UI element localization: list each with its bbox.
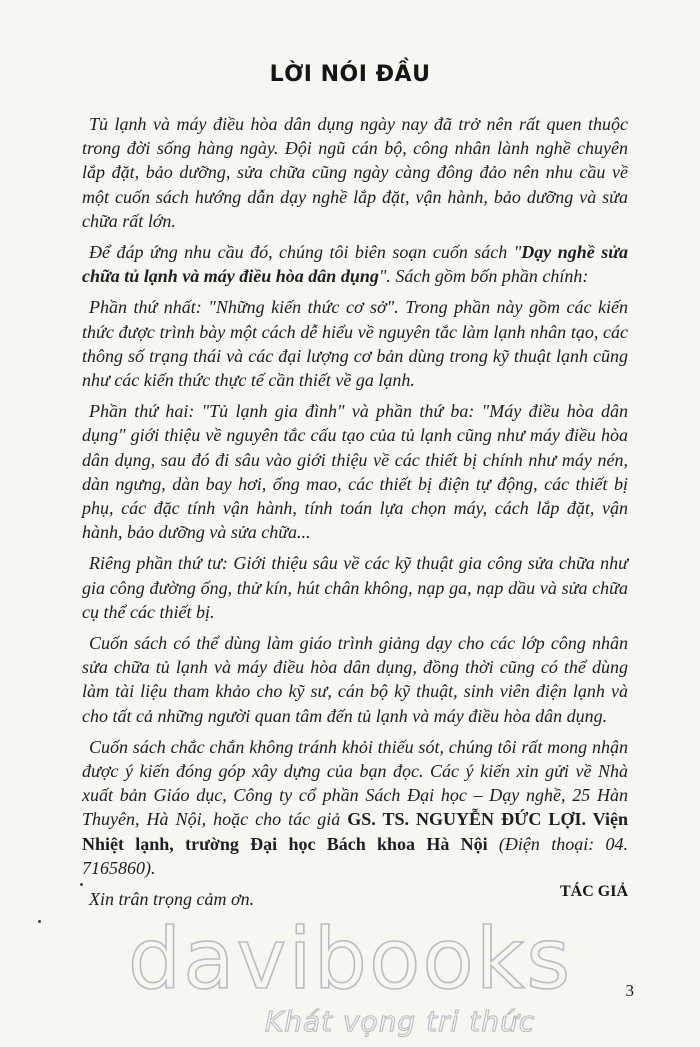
page-title: LỜI NÓI ĐẦU [269, 62, 431, 87]
watermark-tagline: Khát vọng tri thức [264, 1005, 536, 1038]
paragraph-7-lead: Cuốn sách chắc chắn không tránh khỏi thiếu sót, chúng tôi rất mong nhận được ý kiến đóng góp xây dựng của bạn đọc. Các ý kiến xin gửi về Nhà xuất bản Giáo dục, Công ty cổ phần Sách Đại học – Dạy nghề, 25 Hàn Thuyên, Hà Nội, hoặc cho tác giả [82, 736, 628, 830]
paragraph-2 [82, 240, 628, 288]
speck-mark [80, 883, 83, 886]
book-title: Dạy nghề sửa chữa tủ lạnh và máy điều hòa dân dụng [82, 242, 628, 287]
preface-body [82, 112, 628, 918]
paragraph-5: Riêng phần thứ tư: Giới thiệu sâu về các kỹ thuật gia công sửa chữa như gia công đường ống, thử kín, hút chân không, nạp ga, nạp dầu và sửa chữa cụ thể các thiết bị. [82, 553, 628, 622]
author-phone: (Điện thoại: 04. 7165860). [82, 833, 628, 878]
watermark-brand: davibooks [127, 910, 573, 1008]
paragraph-7 [82, 735, 628, 880]
paragraph-2-tail: ". Sách gồm bốn phần chính: [378, 266, 589, 287]
page-number: 3 [625, 981, 634, 1000]
paragraph-2-lead: Để đáp ứng nhu cầu đó, chúng tôi biên soạn cuốn sách " [89, 242, 522, 263]
signature: TÁC GIẢ [559, 883, 628, 900]
paragraph-1: Tủ lạnh và máy điều hòa dân dụng ngày nay đã trở nên rất quen thuộc trong đời sống hàng ngày. Đội ngũ cán bộ, công nhân lành nghề chuyên lắp đặt, bảo dưỡng, sửa chữa cũng ngày càng đông đảo nên nhu cầu về một cuốn sách hướng dẫn dạy nghề lắp đặt, vận hành, bảo dưỡng và sửa chữa rất lớn. [82, 114, 628, 231]
paragraph-4: Phần thứ hai: "Tủ lạnh gia đình" và phần thứ ba: "Máy điều hòa dân dụng" giới thiệu về nguyên tắc cấu tạo của tủ lạnh cũng như máy điều hòa dân dụng, sau đó đi sâu vào giới thiệu về các thiết bị chính như máy nén, dàn ngưng, dàn bay hơi, ống mao, các thiết bị điện tự động, các thiết bị phụ, các đặc tính vận hành, tính toán lựa chọn máy, cách lắp đặt, vận hành, bảo dưỡng và sửa chữa... [82, 401, 628, 543]
paragraph-8: Xin trân trọng cảm ơn. [89, 889, 255, 910]
author-affiliation: GS. TS. NGUYỄN ĐỨC LỢI. Viện Nhiệt lạnh, trường Đại học Bách khoa Hà Nội [82, 809, 628, 854]
paragraph-6: Cuốn sách có thể dùng làm giáo trình giảng dạy cho các lớp công nhân sửa chữa tủ lạnh và máy điều hòa dân dụng, đồng thời cũng có thể dùng làm tài liệu tham khảo cho kỹ sư, cán bộ kỹ thuật, sinh viên điện lạnh và cho tất cả những người quan tâm đến tủ lạnh và máy điều hòa dân dụng. [82, 633, 628, 726]
paragraph-3: Phần thứ nhất: "Những kiến thức cơ sở". Trong phần này gồm các kiến thức được trình bày một cách dễ hiểu về nguyên tắc làm lạnh nhân tạo, các thông số trạng thái và các đại lượng cơ bản dùng trong kỹ thuật lạnh cũng như các kiến thức thực tế cần thiết về ga lạnh. [82, 297, 628, 391]
speck-mark [38, 920, 41, 923]
